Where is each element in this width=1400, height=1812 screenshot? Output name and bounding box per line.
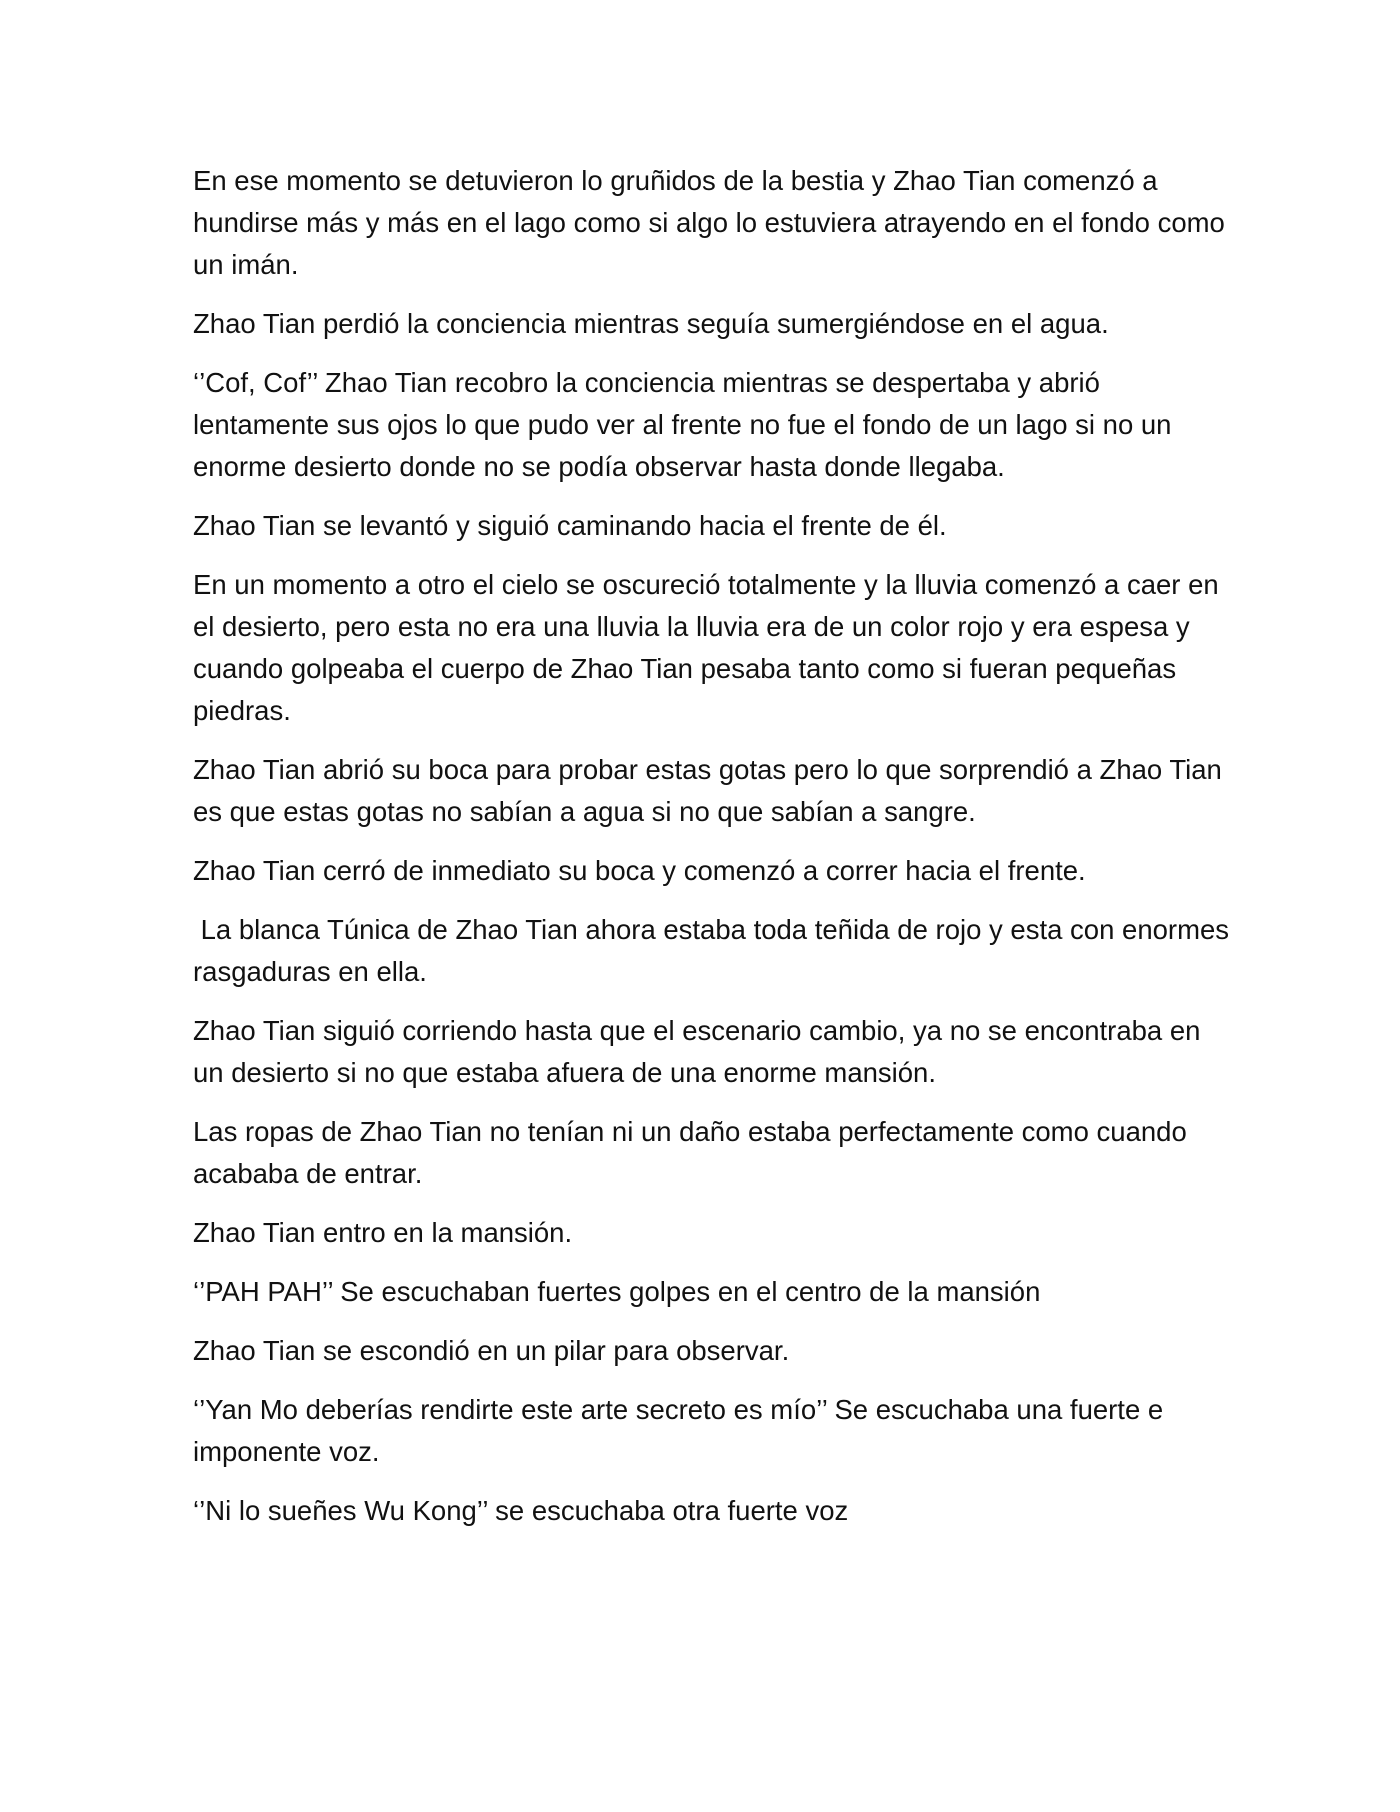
paragraph: ‘’PAH PAH’’ Se escuchaban fuertes golpes en el centro de la mansión <box>193 1276 1041 1307</box>
paragraph: Zhao Tian se levantó y siguió caminando hacia el frente de él. <box>193 510 947 541</box>
paragraph: En un momento a otro el cielo se oscureció totalmente y la lluvia comenzó a caer en el desierto, pero esta no era una lluvia la lluvia era de un color rojo y era espesa y cuando golpeaba el cuerpo de Zhao Tian pesaba tanto como si fueran pequeñas piedras. <box>193 569 1227 726</box>
paragraph: Zhao Tian siguió corriendo hasta que el escenario cambio, ya no se encontraba en un desierto si no que estaba afuera de una enorme mansión. <box>193 1015 1209 1088</box>
paragraph: ‘’Yan Mo deberías rendirte este arte secreto es mío’’ Se escuchaba una fuerte e imponente voz. <box>193 1394 1171 1467</box>
paragraph: ‘’Cof, Cof’’ Zhao Tian recobro la conciencia mientras se despertaba y abrió lentamente sus ojos lo que pudo ver al frente no fue el fondo de un lago si no un enorme desierto donde no se podía observar hasta donde llegaba. <box>193 367 1180 482</box>
paragraph: Zhao Tian entro en la mansión. <box>193 1217 573 1248</box>
paragraph: Zhao Tian perdió la conciencia mientras seguía sumergiéndose en el agua. <box>193 308 1109 339</box>
paragraph: Zhao Tian abrió su boca para probar estas gotas pero lo que sorprendió a Zhao Tian es que estas gotas no sabían a agua si no que sabían a sangre. <box>193 754 1230 827</box>
paragraph: ‘’Ni lo sueñes Wu Kong’’ se escuchaba otra fuerte voz <box>193 1495 849 1526</box>
paragraph: Las ropas de Zhao Tian no tenían ni un daño estaba perfectamente como cuando acababa de entrar. <box>193 1116 1195 1189</box>
paragraph: Zhao Tian se escondió en un pilar para observar. <box>193 1335 790 1366</box>
document-body <box>193 160 1237 1549</box>
paragraph: Zhao Tian cerró de inmediato su boca y comenzó a correr hacia el frente. <box>193 855 1086 886</box>
paragraph: En ese momento se detuvieron lo gruñidos de la bestia y Zhao Tian comenzó a hundirse más y más en el lago como si algo lo estuviera atrayendo en el fondo como un imán. <box>193 165 1233 280</box>
paragraph: La blanca Túnica de Zhao Tian ahora estaba toda teñida de rojo y esta con enormes rasgaduras en ella. <box>193 914 1237 987</box>
